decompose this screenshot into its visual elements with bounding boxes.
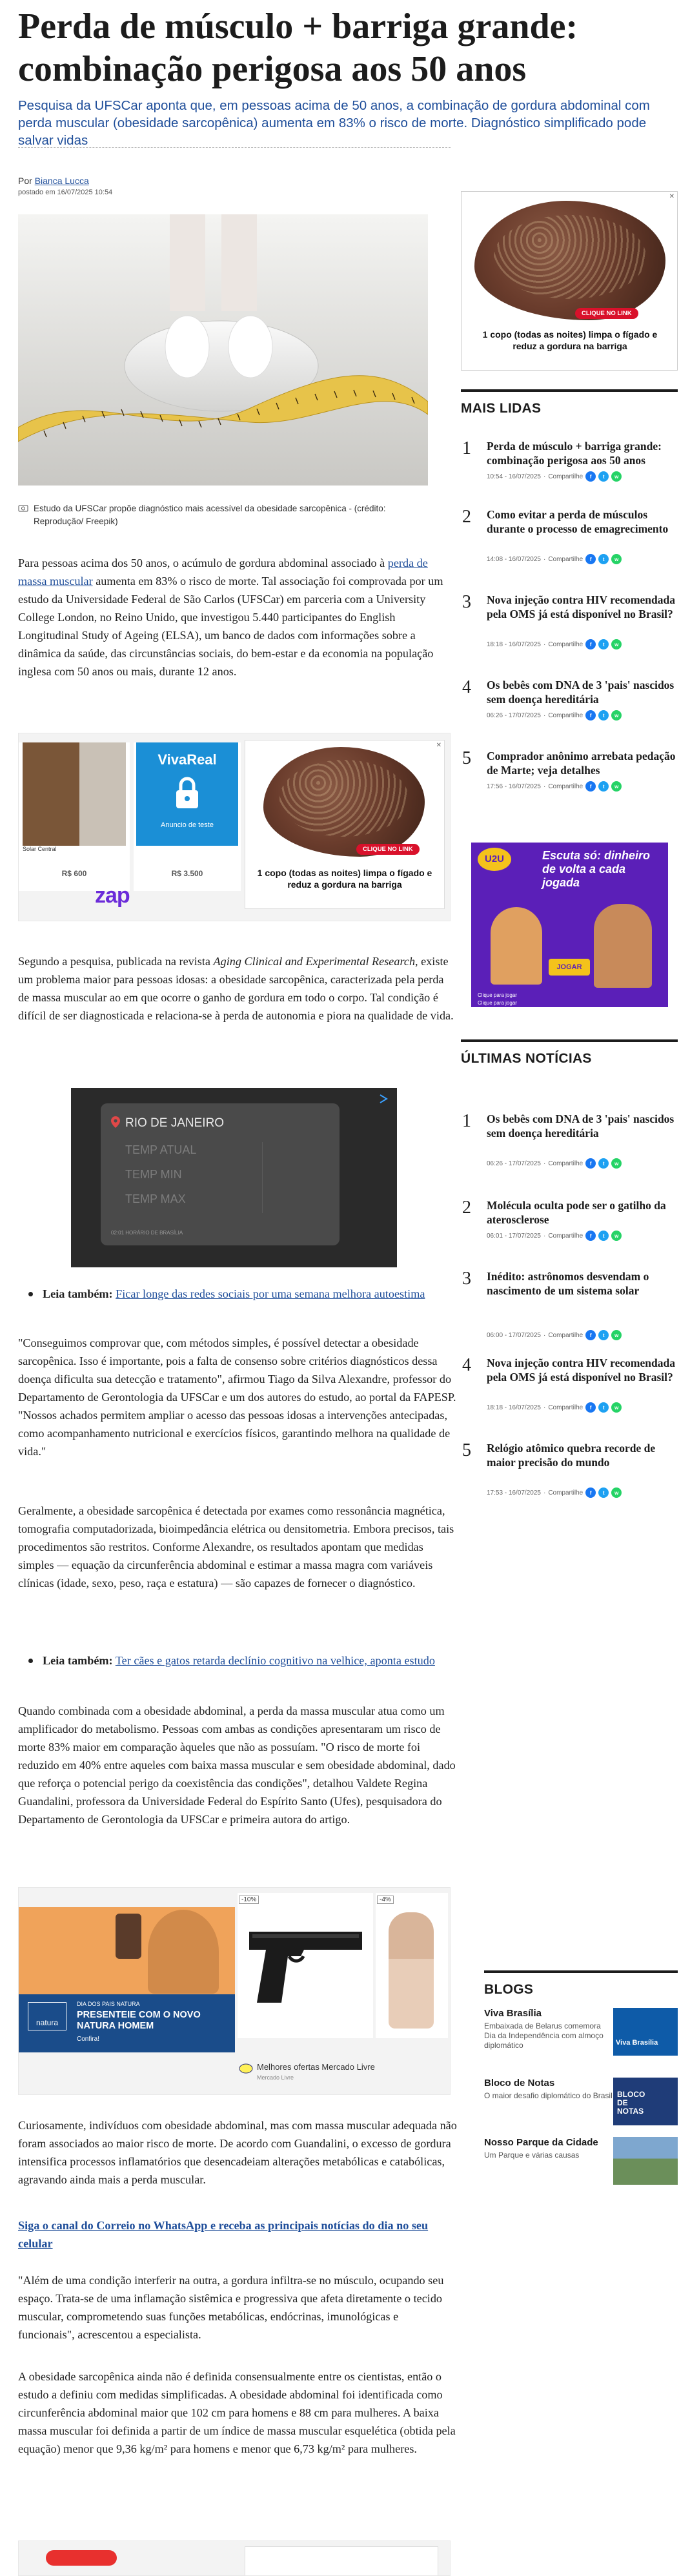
ml-ad-brand: Mercado Livre: [257, 2074, 294, 2081]
item-timestamp: 06:26 - 17/07/2025: [487, 711, 541, 719]
vivareal-logo: VivaReal: [157, 751, 217, 768]
rank-number: 4: [462, 677, 471, 697]
byline-prefix: Por: [18, 176, 32, 186]
latest-news-link[interactable]: Os bebês com DNA de 3 'pais' nascidos sem doença hereditária: [487, 1112, 675, 1140]
article-paragraph: Quando combinada com a obesidade abdominal, a perda da massa muscular atua como um amplificador do metabolismo. Pessoas com ambas as condições apresentaram um risco de morte 83% maior em comparação àqueles que não as possuíam. "O risco de morte foi reduzido em 40% entre aqueles com baixa massa muscular e sem obesidade abdominal, dado que reforça o potencial perigo da coexistência das condições", detalhou Valdete Regina Guandalini, professora da Universidade Federal do Espírito Santo (Ufes), pesquisadora do Departamento de Gerontologia da UFSCar e primeira autora do artigo.: [18, 1704, 456, 1826]
twitter-icon[interactable]: t: [598, 781, 609, 792]
item-meta: 06:26 - 17/07/2025 · Compartilhe f t w: [487, 1158, 622, 1169]
most-read-title-link[interactable]: Perda de músculo + barriga grande: combinação perigosa aos 50 anos: [487, 440, 662, 467]
blog-thumbnail[interactable]: [613, 2137, 678, 2185]
apparel-product[interactable]: [376, 1893, 448, 2038]
share-label: Compartilhe: [548, 1160, 583, 1167]
play-arrow-icon[interactable]: [379, 1094, 388, 1103]
ad-vivareal-card[interactable]: [134, 742, 241, 891]
article-paragraph: Geralmente, a obesidade sarcopênica é detectada por exames como ressonância magnética, tomografia computadorizada, bioimpedância elétrica ou densitometria. Embora precisos, tais procedimentos são restritos. Conforme Alexandre, os resultados apontam que medidas simples — equação da circunferência abdominal e estimar a massa magra com variáveis clínicas (idade, sexo, peso, raça e estatura) — são capazes de fornecer o diagnóstico.: [18, 1504, 454, 1590]
blog-item[interactable]: [484, 2008, 678, 2050]
click-link-pill[interactable]: CLIQUE NO LINK: [356, 844, 420, 855]
facebook-icon[interactable]: f: [585, 781, 596, 792]
whatsapp-icon[interactable]: w: [611, 554, 622, 564]
blog-thumbnail[interactable]: [613, 2008, 678, 2056]
radio-host-photo-2: [594, 904, 652, 988]
most-read-title-link[interactable]: Comprador anônimo arrebata pedação de Marte; veja detalhes: [487, 750, 676, 777]
whatsapp-icon[interactable]: w: [611, 1231, 622, 1241]
natura-logo-box: [28, 2002, 66, 2030]
play-game-button[interactable]: JOGAR: [549, 959, 590, 976]
latest-news-link[interactable]: Nova injeção contra HIV recomendada pela OMS já está disponível no Brasil?: [487, 1356, 675, 1384]
vivareal-panel: [136, 742, 238, 846]
perfume-bottle: [116, 1914, 141, 1959]
rank-number: 3: [462, 1269, 471, 1289]
read-also-item: [26, 1651, 439, 1670]
article-paragraph: Curiosamente, indivíduos com obesidade abdominal, mas com massa muscular adequada não foram associados ao maior risco de morte. De acordo com Guandalini, o excesso de gordura intensifica processos inflamatórios que desencadeiam alterações metabólicas e catabólicas, agravando ainda mais a perda muscular.: [18, 2119, 457, 2186]
read-also-label: Leia também:: [43, 1287, 113, 1300]
p2-text-b: , existe um problema maior para pessoas idosas: a obesidade sarcopênica, caracterizada pela perda de massa muscular ao em que ocorre o ganho de gordura em todo o corpo. Tal condição é difícil de ser diagnosticada e relaciona-se à perda de autonomia e piora na qualidade de vida.: [18, 955, 454, 1022]
mercado-livre-icon: [239, 2063, 253, 2074]
whatsapp-icon[interactable]: w: [611, 710, 622, 721]
item-meta: 06:26 - 17/07/2025 · Compartilhe f t w: [487, 710, 622, 721]
radio-game-ad[interactable]: [471, 843, 668, 1007]
liver-image: [263, 747, 425, 857]
blog-name[interactable]: Viva Brasília: [484, 2008, 542, 2019]
read-also-link-pets[interactable]: Ter cães e gatos retarda declínio cognitivo na velhice, aponta estudo: [115, 1654, 435, 1667]
whatsapp-icon[interactable]: w: [611, 1158, 622, 1169]
article-paragraph: [18, 554, 457, 680]
facebook-icon[interactable]: f: [585, 710, 596, 721]
weather-row-max: TEMP MAX: [125, 1192, 186, 1205]
item-meta: 18:18 - 16/07/2025 · Compartilhe f t w: [487, 1402, 622, 1413]
whatsapp-icon[interactable]: w: [611, 471, 622, 482]
twitter-icon[interactable]: t: [598, 1402, 609, 1413]
whatsapp-icon[interactable]: w: [611, 1402, 622, 1413]
item-timestamp: 17:56 - 16/07/2025: [487, 782, 541, 790]
natura-model-photo: [148, 1910, 219, 1994]
latest-news-title: ÚLTIMAS NOTÍCIAS: [461, 1039, 678, 1067]
pistol-image: [243, 1919, 369, 2009]
rank-number: 1: [462, 1111, 471, 1131]
read-also-link-social-media[interactable]: Ficar longe das redes sociais por uma semana melhora autoestima: [116, 1287, 425, 1300]
facebook-icon[interactable]: f: [585, 1402, 596, 1413]
whatsapp-icon[interactable]: w: [611, 781, 622, 792]
ad-solar-label: Solar Central: [23, 846, 57, 852]
whatsapp-channel-link[interactable]: Siga o canal do Correio no WhatsApp e receba as principais notícias do dia no seu celular: [18, 2219, 429, 2250]
item-timestamp: 18:18 - 16/07/2025: [487, 1404, 541, 1411]
posted-date: postado em 16/07/2025 10:54: [18, 189, 113, 196]
blog-description[interactable]: Um Parque e várias causas: [484, 2151, 580, 2160]
facebook-icon[interactable]: f: [585, 1231, 596, 1241]
discount-badge-1: -10%: [239, 1896, 259, 1904]
blog-item[interactable]: [484, 2078, 678, 2116]
liver-ad-caption[interactable]: 1 copo (todas as noites) limpa o fígado e reduz a gordura na barriga: [257, 868, 432, 890]
bottom-ad-card[interactable]: [245, 2546, 438, 2576]
weather-row-current: TEMP ATUAL: [125, 1143, 197, 1156]
facebook-icon[interactable]: f: [585, 639, 596, 649]
sidebar-ad-liver[interactable]: [461, 191, 678, 371]
whatsapp-icon[interactable]: w: [611, 1330, 622, 1340]
ad-close-icon[interactable]: ✕: [436, 742, 441, 749]
radio-ad-title: Escuta só: dinheiro de volta a cada jogada: [542, 849, 651, 889]
twitter-icon[interactable]: t: [598, 1158, 609, 1169]
blog-thumbnail[interactable]: [613, 2078, 678, 2125]
ad-banner-realestate[interactable]: [18, 733, 451, 921]
discount-badge-2: -4%: [377, 1896, 394, 1904]
blog-description[interactable]: O maior desafio diplomático do Brasil: [484, 2091, 613, 2100]
share-label: Compartilhe: [548, 1489, 583, 1497]
byline: [18, 176, 89, 186]
camera-icon: [18, 504, 28, 512]
rank-number: 2: [462, 507, 471, 527]
liver-image: [474, 201, 665, 320]
share-label: Compartilhe: [548, 640, 583, 648]
liver-ad-caption[interactable]: 1 copo (todas as noites) limpa o fígado e reduz a gordura na barriga: [482, 329, 658, 351]
article-paragraph: A obesidade sarcopênica ainda não é definida consensualmente entre os cientistas, então o estudo a definiu com medidas simplificadas. A obesidade abdominal foi identificada como circunferência abdominal maior que 102 cm para homens e 88 cm para mulheres. A baixa massa muscular foi definida a partir de um índice de massa muscular esquelética (obtida pela equação) menor que 9,36 kg/m² para homens e menor que 6,73 kg/m² para mulheres.: [18, 2370, 456, 2455]
ad-close-icon[interactable]: ✕: [669, 193, 675, 200]
item-meta: 17:56 - 16/07/2025 · Compartilhe f t w: [487, 781, 622, 792]
blog-description[interactable]: Embaixada de Belarus comemora Dia da Independência com almoço diplomático: [484, 2021, 604, 2050]
p1-text-b: aumenta em 83% o risco de morte. Tal associação foi comprovada por um estudo da Universidade Federal de São Carlos (UFSCar) em parceria com a University College London, no Reino Unido, que investigou 5.440 participantes do English Longitudinal Study of Ageing (ELSA), um banco de dados com informações sobre a dinâmica da saúde, das circunstâncias sociais, do bem-estar e da economia na população inglesa com 50 anos ou mais, durante 12 anos.: [18, 575, 443, 678]
article-paragraph: "Conseguimos comprovar que, com métodos simples, é possível detectar a obesidade sarcopênica. Isso é importante, pois a falta de consenso sobre critérios diagnósticos dessa doença dificulta sua detecção e tratamento", afirmou Tiago da Silva Alexandre, professor do Departamento de Gerontologia da UFSCar e um dos autores do estudo, ao portal da FAPESP. "Nossos achados permitem ampliar o acesso das pessoas idosas a intervenções antecipadas, como acompanhamento nutricional e exercícios físicos, garantindo melhora na qualidade de vida.": [18, 1336, 456, 1458]
apparel-photo: [389, 1912, 434, 2029]
share-label: Compartilhe: [548, 711, 583, 719]
blog-item[interactable]: [484, 2137, 678, 2160]
blog-thumbnail-label: Viva Brasília: [616, 2039, 658, 2047]
facebook-icon[interactable]: f: [585, 1330, 596, 1340]
item-timestamp: 17:53 - 16/07/2025: [487, 1489, 541, 1497]
rank-number: 5: [462, 1440, 471, 1460]
facebook-icon[interactable]: f: [585, 1487, 596, 1498]
radio-logo: U2U: [478, 848, 511, 871]
natura-ad[interactable]: [19, 1907, 235, 2052]
natura-tagline: DIA DOS PAIS NATURA: [77, 2001, 140, 2007]
natura-text-panel: [19, 1994, 235, 2052]
image-caption: [18, 502, 431, 528]
item-meta: 14:08 - 16/07/2025 · Compartilhe f t w: [487, 554, 622, 564]
zap-logo: zap: [95, 883, 130, 908]
ad-liver-card[interactable]: [245, 740, 445, 909]
radio-host-photo-1: [491, 907, 542, 985]
most-read-title-link[interactable]: Os bebês com DNA de 3 'pais' nascidos sem doença hereditária: [487, 679, 675, 706]
pistol-product[interactable]: [238, 1893, 373, 2038]
most-read-title-link[interactable]: Nova injeção contra HIV recomendada pela OMS já está disponível no Brasil?: [487, 593, 675, 620]
rank-number: 3: [462, 592, 471, 612]
twitter-icon[interactable]: t: [598, 1330, 609, 1340]
share-label: Compartilhe: [548, 1232, 583, 1240]
weather-card: [101, 1103, 340, 1245]
muscle-loss-link[interactable]: perda de massa muscular: [18, 557, 428, 588]
latest-news-link[interactable]: Inédito: astrônomos desvendam o nascimento de um sistema solar: [487, 1270, 649, 1297]
location-pin-icon: [111, 1116, 120, 1128]
weather-row-min: TEMP MIN: [125, 1168, 182, 1181]
share-label: Compartilhe: [548, 782, 583, 790]
divider: [18, 147, 451, 148]
mercado-livre-ad[interactable]: [235, 1888, 451, 2095]
latest-news-link[interactable]: Relógio atômico quebra recorde de maior precisão do mundo: [487, 1442, 656, 1469]
weather-footer: 02:01 HORÁRIO DE BRASÍLIA: [111, 1230, 183, 1236]
article-paragraph: [18, 952, 457, 1025]
author-link[interactable]: Bianca Lucca: [34, 176, 89, 186]
rank-number: 4: [462, 1355, 471, 1375]
most-read-title-link[interactable]: Como evitar a perda de músculos durante o processo de emagrecimento: [487, 508, 669, 535]
read-also-item: [26, 1285, 439, 1303]
facebook-icon[interactable]: f: [585, 1158, 596, 1169]
ad-banner-shopping[interactable]: [18, 1887, 451, 2095]
whatsapp-icon[interactable]: w: [611, 639, 622, 649]
weather-widget[interactable]: [71, 1088, 397, 1267]
ml-ad-title[interactable]: Melhores ofertas Mercado Livre: [257, 2062, 375, 2072]
item-timestamp: 18:18 - 16/07/2025: [487, 640, 541, 648]
share-label: Compartilhe: [548, 1404, 583, 1411]
whatsapp-cta[interactable]: [18, 2216, 457, 2253]
click-link-pill[interactable]: CLIQUE NO LINK: [575, 308, 638, 319]
share-label: Compartilhe: [548, 473, 583, 480]
latest-news-link[interactable]: Molécula oculta pode ser o gatilho da aterosclerose: [487, 1199, 666, 1226]
item-meta: 06:00 - 17/07/2025 · Compartilhe f t w: [487, 1330, 622, 1340]
most-read-title: MAIS LIDAS: [461, 389, 678, 416]
facebook-icon[interactable]: f: [585, 554, 596, 564]
blog-thumbnail-label: BLOCO DE NOTAS: [617, 2090, 645, 2116]
p2-text-a: Segundo a pesquisa, publicada na revista: [18, 955, 214, 968]
whatsapp-icon[interactable]: w: [611, 1487, 622, 1498]
item-timestamp: 10:54 - 16/07/2025: [487, 473, 541, 480]
blogs-title: BLOGS: [484, 1970, 678, 1998]
hero-image: [18, 214, 428, 486]
journal-name: Aging Clinical and Experimental Research: [213, 955, 416, 968]
property-photo: [23, 742, 126, 846]
ad-banner-bottom[interactable]: [18, 2540, 451, 2576]
read-also-label: Leia também:: [43, 1654, 113, 1667]
twitter-icon[interactable]: t: [598, 554, 609, 564]
item-meta: 18:18 - 16/07/2025 · Compartilhe f t w: [487, 639, 622, 649]
weather-icons-column: [262, 1142, 327, 1213]
bottom-ad-logo: [46, 2550, 117, 2566]
article-headline: Perda de músculo + barriga grande: combinação perigosa aos 50 anos: [18, 6, 578, 89]
item-timestamp: 06:26 - 17/07/2025: [487, 1160, 541, 1167]
rank-number: 5: [462, 748, 471, 768]
article-paragraph: "Além de uma condição interferir na outra, a gordura infiltra-se no músculo, ocupando seu espaço. Trata-se de uma inflamação sistêmica e progressiva que afeta diretamente o tecido muscular, comprometendo suas funções metabólicas, endócrinas, imunológicas e funcionais", acrescentou a especialista.: [18, 2274, 444, 2341]
facebook-icon[interactable]: f: [585, 471, 596, 482]
twitter-icon[interactable]: t: [598, 639, 609, 649]
blog-name[interactable]: Bloco de Notas: [484, 2078, 555, 2089]
twitter-icon[interactable]: t: [598, 471, 609, 482]
radio-note-1[interactable]: Clique para jogar: [478, 992, 517, 998]
scale-feet-illustration: [18, 214, 428, 486]
item-meta: 17:53 - 16/07/2025 · Compartilhe f t w: [487, 1487, 622, 1498]
weather-city: RIO DE JANEIRO: [125, 1116, 225, 1130]
item-meta: 10:54 - 16/07/2025 · Compartilhe f t w: [487, 471, 622, 482]
ad-price-1: R$ 600: [61, 869, 87, 878]
item-meta: 06:01 - 17/07/2025 · Compartilhe f t w: [487, 1231, 622, 1241]
twitter-icon[interactable]: t: [598, 1487, 609, 1498]
natura-cta[interactable]: Confira!: [77, 2036, 100, 2043]
article-subtitle: Pesquisa da UFSCar aponta que, em pessoas acima de 50 anos, a combinação de gordura abdominal com perda muscular (obesidade sarcopênica) aumenta em 83% o risco de morte. Diagnóstico simplificado pode salvar vidas: [18, 98, 650, 148]
share-label: Compartilhe: [548, 1331, 583, 1339]
natura-logo: natura: [36, 2018, 59, 2027]
rank-number: 1: [462, 438, 471, 458]
item-timestamp: 06:00 - 17/07/2025: [487, 1331, 541, 1339]
rank-number: 2: [462, 1198, 471, 1218]
lock-icon: [174, 776, 201, 810]
share-label: Compartilhe: [548, 555, 583, 563]
twitter-icon[interactable]: t: [598, 710, 609, 721]
radio-note-2[interactable]: Clique para jogar: [478, 1000, 517, 1006]
caption-text: Estudo da UFSCar propõe diagnóstico mais acessível da obesidade sarcopênica - (crédito: Reprodução/ Freepik): [34, 504, 386, 526]
natura-headline: PRESENTEIE COM O NOVO NATURA HOMEM: [77, 2010, 201, 2031]
ad-price-2: R$ 3.500: [171, 869, 203, 878]
blog-name[interactable]: Nosso Parque da Cidade: [484, 2137, 598, 2148]
item-timestamp: 06:01 - 17/07/2025: [487, 1232, 541, 1240]
twitter-icon[interactable]: t: [598, 1231, 609, 1241]
p1-text-a: Para pessoas acima dos 50 anos, o acúmulo de gordura abdominal associado à: [18, 557, 388, 569]
item-timestamp: 14:08 - 16/07/2025: [487, 555, 541, 563]
ad-property-card[interactable]: [19, 742, 130, 891]
vivareal-subtitle: Anuncio de teste: [161, 821, 214, 829]
